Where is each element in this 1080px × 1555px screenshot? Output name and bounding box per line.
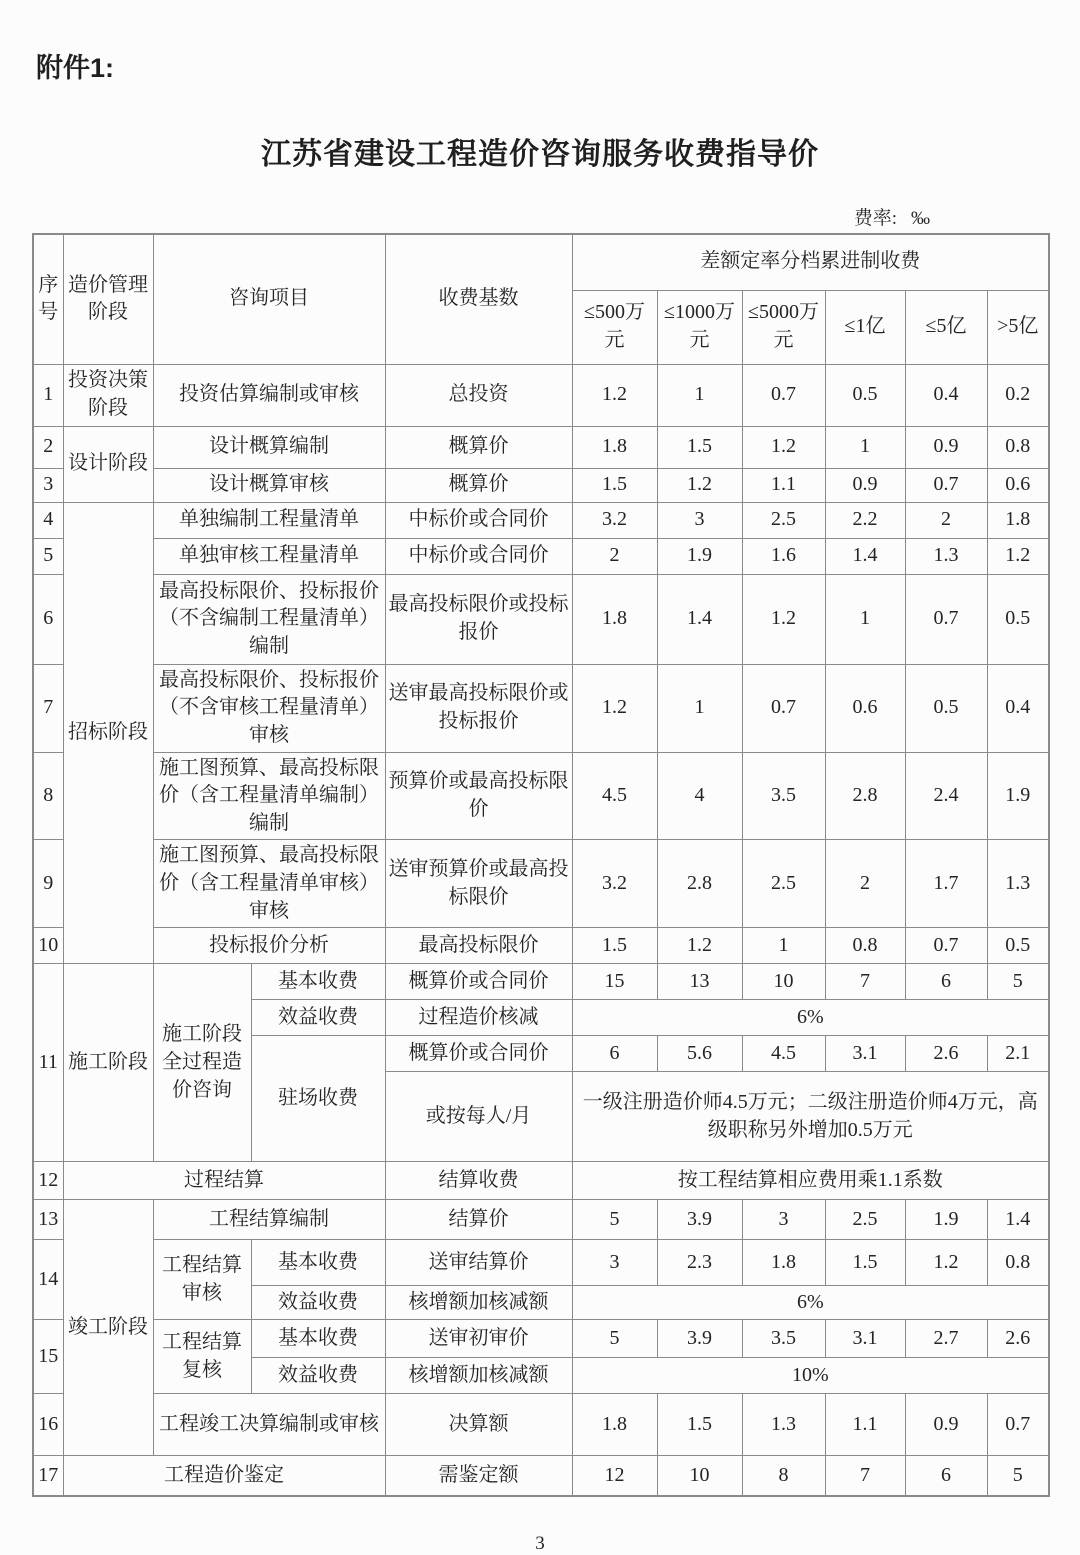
project-label: 工程结算审核 — [153, 1240, 251, 1320]
merged-fee-note: 一级注册造价师4.5万元；二级注册造价师4万元，高级职称另外增加0.5万元 — [572, 1072, 1049, 1162]
fee-value: 0.8 — [987, 426, 1049, 468]
fee-value: 0.7 — [742, 364, 825, 426]
col-header-fee-tier: ≤1000万元 — [657, 290, 742, 364]
row-number: 4 — [33, 502, 63, 538]
fee-value: 1.4 — [825, 538, 905, 574]
row-number: 2 — [33, 426, 63, 468]
fee-value: 3.9 — [657, 1320, 742, 1358]
row-number: 15 — [33, 1320, 63, 1394]
fee-type-label: 基本收费 — [251, 1320, 385, 1358]
fee-value: 3.2 — [572, 502, 657, 538]
fee-type-label: 驻场收费 — [251, 1036, 385, 1162]
project-label: 施工图预算、最高投标限价（含工程量清单编制）编制 — [153, 752, 385, 840]
base-label: 最高投标限价或投标报价 — [385, 574, 572, 664]
fee-type-label: 基本收费 — [251, 1240, 385, 1286]
attachment-label: 附件1: — [36, 53, 115, 83]
row-number: 11 — [33, 964, 63, 1162]
fee-value: 0.6 — [987, 468, 1049, 502]
fee-value: 5 — [572, 1200, 657, 1240]
fee-value: 2.6 — [987, 1320, 1049, 1358]
fee-value: 1.9 — [657, 538, 742, 574]
col-header-fee-tier: ≤1亿 — [825, 290, 905, 364]
fee-value: 3.1 — [825, 1036, 905, 1072]
fee-value: 2.5 — [742, 502, 825, 538]
fee-value: 2.5 — [825, 1200, 905, 1240]
base-label: 需鉴定额 — [385, 1456, 572, 1496]
fee-value: 2.4 — [905, 752, 987, 840]
base-label: 核增额加核减额 — [385, 1358, 572, 1394]
fee-value: 1.8 — [742, 1240, 825, 1286]
merged-fee-note: 6% — [572, 1286, 1049, 1320]
stage-label: 投资决策阶段 — [63, 364, 153, 426]
fee-value: 2 — [905, 502, 987, 538]
base-label: 送审最高投标限价或投标报价 — [385, 664, 572, 752]
base-label: 送审初审价 — [385, 1320, 572, 1358]
fee-value: 12 — [572, 1456, 657, 1496]
base-label: 决算额 — [385, 1394, 572, 1456]
project-label: 工程结算编制 — [153, 1200, 385, 1240]
project-label: 过程结算 — [63, 1162, 385, 1200]
base-label: 或按每人/月 — [385, 1072, 572, 1162]
base-label: 核增额加核减额 — [385, 1286, 572, 1320]
fee-value: 2.8 — [657, 840, 742, 928]
fee-value: 1.5 — [572, 928, 657, 964]
fee-value: 1.9 — [905, 1200, 987, 1240]
base-label: 概算价 — [385, 468, 572, 502]
base-label: 总投资 — [385, 364, 572, 426]
fee-value: 6 — [905, 964, 987, 1000]
fee-value: 1.5 — [657, 1394, 742, 1456]
fee-value: 0.7 — [742, 664, 825, 752]
fee-value: 7 — [825, 964, 905, 1000]
fee-value: 1.2 — [657, 928, 742, 964]
fee-value: 1.5 — [657, 426, 742, 468]
fee-value: 6 — [572, 1036, 657, 1072]
fee-value: 2.7 — [905, 1320, 987, 1358]
base-label: 结算收费 — [385, 1162, 572, 1200]
fee-value: 5 — [572, 1320, 657, 1358]
page-title: 江苏省建设工程造价咨询服务收费指导价 — [261, 138, 819, 171]
col-header-base: 收费基数 — [385, 234, 572, 364]
fee-value: 5 — [987, 1456, 1049, 1496]
fee-value: 2 — [572, 538, 657, 574]
base-label: 结算价 — [385, 1200, 572, 1240]
fee-value: 0.7 — [905, 928, 987, 964]
row-number: 6 — [33, 574, 63, 664]
fee-value: 0.5 — [987, 574, 1049, 664]
row-number: 8 — [33, 752, 63, 840]
fee-value: 1.7 — [905, 840, 987, 928]
row-number: 5 — [33, 538, 63, 574]
merged-fee-note: 按工程结算相应费用乘1.1系数 — [572, 1162, 1049, 1200]
fee-value: 3.5 — [742, 1320, 825, 1358]
col-header-fee-tier: >5亿 — [987, 290, 1049, 364]
merged-fee-note: 10% — [572, 1358, 1049, 1394]
fee-value: 1 — [825, 574, 905, 664]
base-label: 概算价或合同价 — [385, 1036, 572, 1072]
fee-value: 1 — [742, 928, 825, 964]
fee-value: 1.3 — [905, 538, 987, 574]
fee-value: 5 — [987, 964, 1049, 1000]
fee-value: 1.9 — [987, 752, 1049, 840]
project-label: 投资估算编制或审核 — [153, 364, 385, 426]
project-label: 投标报价分析 — [153, 928, 385, 964]
fee-value: 3 — [657, 502, 742, 538]
base-label: 送审结算价 — [385, 1240, 572, 1286]
stage-label: 施工阶段 — [63, 964, 153, 1162]
fee-type-label: 效益收费 — [251, 1286, 385, 1320]
project-label: 工程竣工决算编制或审核 — [153, 1394, 385, 1456]
row-number: 16 — [33, 1394, 63, 1456]
fee-value: 1.5 — [825, 1240, 905, 1286]
base-label: 过程造价核减 — [385, 1000, 572, 1036]
fee-value: 10 — [742, 964, 825, 1000]
fee-value: 2 — [825, 840, 905, 928]
fee-value: 0.5 — [905, 664, 987, 752]
project-label: 设计概算审核 — [153, 468, 385, 502]
fee-value: 1.4 — [987, 1200, 1049, 1240]
fee-value: 3.2 — [572, 840, 657, 928]
fee-value: 2.8 — [825, 752, 905, 840]
project-label: 施工阶段全过程造价咨询 — [153, 964, 251, 1162]
fee-value: 1.2 — [742, 574, 825, 664]
fee-value: 0.8 — [825, 928, 905, 964]
row-number: 17 — [33, 1456, 63, 1496]
fee-type-label: 效益收费 — [251, 1000, 385, 1036]
fee-value: 0.2 — [987, 364, 1049, 426]
fee-value: 0.4 — [987, 664, 1049, 752]
stage-label: 设计阶段 — [63, 426, 153, 502]
fee-value: 0.9 — [905, 426, 987, 468]
fee-value: 0.9 — [905, 1394, 987, 1456]
project-label: 工程造价鉴定 — [63, 1456, 385, 1496]
fee-value: 0.9 — [825, 468, 905, 502]
base-label: 概算价 — [385, 426, 572, 468]
fee-value: 0.6 — [825, 664, 905, 752]
rate-label: 费率: — [853, 208, 897, 229]
fee-value: 7 — [825, 1456, 905, 1496]
col-header-stage: 造价管理阶段 — [63, 234, 153, 364]
fee-value: 1.2 — [742, 426, 825, 468]
col-header-fee-tier: ≤5000万元 — [742, 290, 825, 364]
row-number: 3 — [33, 468, 63, 502]
project-label: 工程结算复核 — [153, 1320, 251, 1394]
row-number: 14 — [33, 1240, 63, 1320]
fee-value: 0.5 — [825, 364, 905, 426]
fee-value: 0.7 — [987, 1394, 1049, 1456]
stage-label: 竣工阶段 — [63, 1200, 153, 1456]
fee-value: 6 — [905, 1456, 987, 1496]
base-label: 预算价或最高投标限价 — [385, 752, 572, 840]
project-label: 单独审核工程量清单 — [153, 538, 385, 574]
fee-value: 3 — [742, 1200, 825, 1240]
fee-value: 1.8 — [987, 502, 1049, 538]
base-label: 中标价或合同价 — [385, 502, 572, 538]
fee-value: 2.1 — [987, 1036, 1049, 1072]
fee-value: 1.3 — [742, 1394, 825, 1456]
page-number: 3 — [535, 1532, 545, 1554]
row-number: 10 — [33, 928, 63, 964]
fee-value: 2.6 — [905, 1036, 987, 1072]
fee-value: 1.8 — [572, 1394, 657, 1456]
fee-value: 1.3 — [987, 840, 1049, 928]
fee-value: 1.2 — [572, 364, 657, 426]
project-label: 设计概算编制 — [153, 426, 385, 468]
col-header-no: 序号 — [33, 234, 63, 364]
row-number: 7 — [33, 664, 63, 752]
col-header-project: 咨询项目 — [153, 234, 385, 364]
col-header-fee-group: 差额定率分档累进制收费 — [572, 234, 1049, 290]
base-label: 概算价或合同价 — [385, 964, 572, 1000]
fee-value: 0.4 — [905, 364, 987, 426]
fee-value: 1.5 — [572, 468, 657, 502]
row-number: 13 — [33, 1200, 63, 1240]
fee-value: 8 — [742, 1456, 825, 1496]
rate-unit-line — [0, 203, 1080, 230]
fee-value: 1.2 — [905, 1240, 987, 1286]
row-number: 9 — [33, 840, 63, 928]
project-label: 最高投标限价、投标报价（不含审核工程量清单）审核 — [153, 664, 385, 752]
fee-value: 0.7 — [905, 468, 987, 502]
base-label: 最高投标限价 — [385, 928, 572, 964]
fee-value: 1.8 — [572, 574, 657, 664]
col-header-fee-tier: ≤500万元 — [572, 290, 657, 364]
fee-value: 2.2 — [825, 502, 905, 538]
fee-value: 5.6 — [657, 1036, 742, 1072]
stage-label: 招标阶段 — [63, 502, 153, 964]
fee-value: 13 — [657, 964, 742, 1000]
fee-value: 4.5 — [572, 752, 657, 840]
project-label: 最高投标限价、投标报价（不含编制工程量清单）编制 — [153, 574, 385, 664]
fee-value: 1.2 — [657, 468, 742, 502]
fee-value: 1.4 — [657, 574, 742, 664]
fee-value: 1.2 — [987, 538, 1049, 574]
fee-type-label: 效益收费 — [251, 1358, 385, 1394]
fee-value: 4 — [657, 752, 742, 840]
project-label: 单独编制工程量清单 — [153, 502, 385, 538]
row-number: 12 — [33, 1162, 63, 1200]
fee-value: 1.2 — [572, 664, 657, 752]
fee-value: 4.5 — [742, 1036, 825, 1072]
fee-schedule-table — [32, 233, 1050, 1497]
base-label: 送审预算价或最高投标限价 — [385, 840, 572, 928]
project-label: 施工图预算、最高投标限价（含工程量清单审核）审核 — [153, 840, 385, 928]
merged-fee-note: 6% — [572, 1000, 1049, 1036]
fee-value: 1.1 — [742, 468, 825, 502]
fee-value: 2.3 — [657, 1240, 742, 1286]
row-number: 1 — [33, 364, 63, 426]
fee-value: 1.8 — [572, 426, 657, 468]
base-label: 中标价或合同价 — [385, 538, 572, 574]
fee-value: 1 — [825, 426, 905, 468]
fee-value: 1 — [657, 364, 742, 426]
fee-value: 3.5 — [742, 752, 825, 840]
fee-value: 1.6 — [742, 538, 825, 574]
fee-value: 3.1 — [825, 1320, 905, 1358]
fee-value: 0.7 — [905, 574, 987, 664]
col-header-fee-tier: ≤5亿 — [905, 290, 987, 364]
rate-unit: ‰ — [911, 208, 930, 229]
fee-type-label: 基本收费 — [251, 964, 385, 1000]
fee-value: 3.9 — [657, 1200, 742, 1240]
fee-value: 0.5 — [987, 928, 1049, 964]
fee-value: 10 — [657, 1456, 742, 1496]
fee-value: 0.8 — [987, 1240, 1049, 1286]
fee-value: 3 — [572, 1240, 657, 1286]
fee-value: 1 — [657, 664, 742, 752]
fee-value: 1.1 — [825, 1394, 905, 1456]
fee-value: 2.5 — [742, 840, 825, 928]
fee-value: 15 — [572, 964, 657, 1000]
